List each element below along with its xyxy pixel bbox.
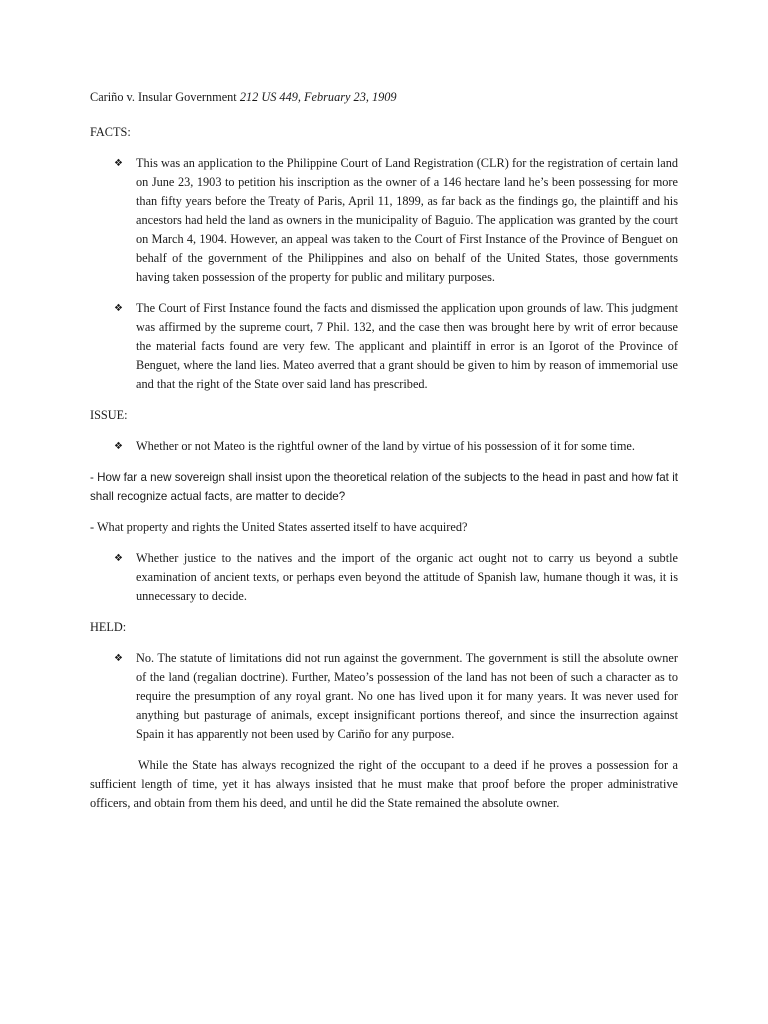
facts-heading: FACTS: <box>90 125 131 139</box>
held-paragraph: While the State has always recognized the right of the occupant to a deed if he proves a possession for a sufficient length of time, yet it has always insisted that he must make that proof before the proper administrative officers, and obtain from them his deed, and until he did the State remained the absolute owner. <box>90 758 678 810</box>
facts-item-2 <box>90 299 678 394</box>
issue-item-2 <box>90 549 678 606</box>
issue-sub-question-text-1: - How far a new sovereign shall insist upon the theoretical relation of the subjects to the head in past and how fat it shall recognize actual facts, are matter to decide? <box>90 471 678 503</box>
held-heading: HELD: <box>90 620 127 634</box>
issue-sub-question-2: - What property and rights the United States asserted itself to have acquired? <box>90 520 468 534</box>
issue-text-2: Whether justice to the natives and the import of the organic act ought not to carry us beyond a subtle examination of ancient texts, or perhaps even beyond the attitude of Spanish law, humane though it was, it is unnecessary to decide. <box>136 551 678 603</box>
held-item-1 <box>90 649 678 744</box>
case-title <box>90 88 678 107</box>
case-name: Cariño v. Insular Government <box>90 90 240 104</box>
issue-item-1 <box>90 437 678 456</box>
facts-text-1: This was an application to the Philippine Court of Land Registration (CLR) for the registration of certain land on June 23, 1903 to petition his inscription as the owner of a 146 hectare land he’s been possessing for more than fifty years before the Treaty of Paris, April 11, 1899, as far back as the findings go, the plaintiff and his ancestors had held the land as owners in the municipality of Baguio. The application was granted by the court on March 4, 1904. However, an appeal was taken to the Court of First Instance of the Province of Benguet on behalf of the government of the Philippines and also on behalf of the United States, those governments having taken possession of the property for public and military purposes. <box>136 156 678 284</box>
held-text-1: No. The statute of limitations did not run against the government. The government is still the absolute owner of the land (regalian doctrine). Further, Mateo’s possession of the land has not been of such a character as to require the presumption of any royal grant. No one has lived upon it for many years. It was never used for anything but pasturage of animals, except insignificant portions thereof, and since the insurrection against Spain it has apparently not been used by Cariño for any purpose. <box>136 651 678 741</box>
diamond-cross-bullet-icon: ❖ <box>114 553 123 564</box>
facts-text-2: The Court of First Instance found the facts and dismissed the application upon grounds of law. This judgment was affirmed by the supreme court, 7 Phil. 132, and the case then was brought here by writ of error because the material facts found are very few. The applicant and plaintiff in error is an Igorot of the Province of Benguet, where the land lies. Mateo averred that a grant should be given to him by reason of immemorial use and that the right of the State over said land has prescribed. <box>136 301 678 391</box>
diamond-cross-bullet-icon: ❖ <box>114 303 123 314</box>
diamond-cross-bullet-icon: ❖ <box>114 653 123 664</box>
diamond-cross-bullet-icon: ❖ <box>114 441 123 452</box>
issue-heading: ISSUE: <box>90 408 128 422</box>
issue-sub-question-1 <box>90 468 678 506</box>
diamond-cross-bullet-icon: ❖ <box>114 158 123 169</box>
case-citation: 212 US 449, February 23, 1909 <box>239 90 397 104</box>
facts-item-1 <box>90 154 678 287</box>
issue-text-1: Whether or not Mateo is the rightful owner of the land by virtue of his possession of it for some time. <box>136 439 635 453</box>
document-page <box>90 88 678 813</box>
